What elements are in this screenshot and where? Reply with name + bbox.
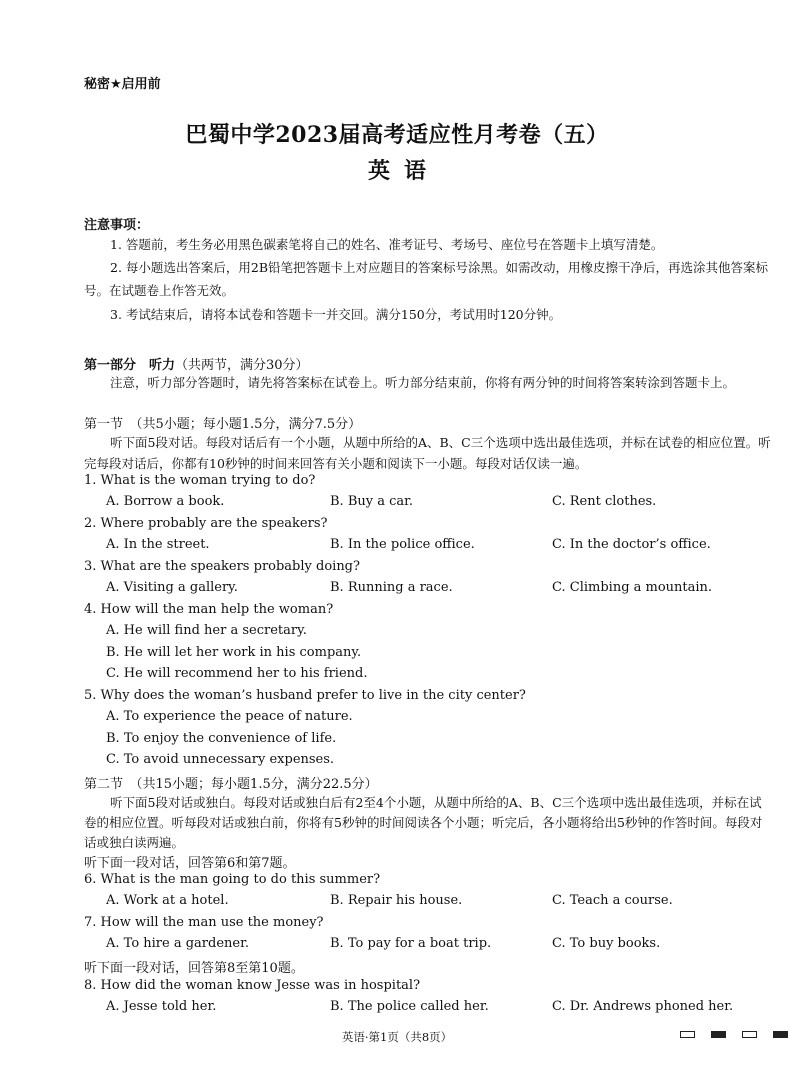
notes-heading: 注意事项： <box>84 218 150 233</box>
q4-option-a: A. He will find her a secretary. <box>106 623 307 638</box>
q8-option-c: C. Dr. Andrews phoned her. <box>552 999 734 1014</box>
subject-title: 英语 <box>367 158 440 184</box>
q5-option-c: C. To avoid unnecessary expenses. <box>106 752 335 767</box>
q1-option-a: A. Borrow a book. <box>106 494 225 509</box>
page-mark-3 <box>742 1031 757 1038</box>
footer-page-marks <box>680 1031 788 1038</box>
page-footer: 英语·第1页（共8页） <box>341 1030 453 1044</box>
question-7: 7. How will the man use the money? <box>84 915 324 930</box>
part1-heading <box>84 354 309 373</box>
note-item-1: 1. 答题前，考生务必用黑色碳素笔将自己的姓名、准考证号、考场号、座位号在答题卡上填写清楚。 <box>110 237 664 252</box>
part1-heading-note: （共两节，满分30分） <box>175 358 309 373</box>
q3-option-b: B. Running a race. <box>330 580 453 595</box>
question-2: 2. Where probably are the speakers? <box>84 516 328 531</box>
q5-option-a: A. To experience the peace of nature. <box>106 709 353 724</box>
question-4: 4. How will the man help the woman? <box>84 602 334 617</box>
question-8: 8. How did the woman know Jesse was in hospital? <box>84 978 421 993</box>
q1-option-c: C. Rent clothes. <box>552 494 657 509</box>
page-mark-1 <box>680 1031 695 1038</box>
q7-option-c: C. To buy books. <box>552 936 661 951</box>
question-3: 3. What are the speakers probably doing? <box>84 559 360 574</box>
q4-option-b: B. He will let her work in his company. <box>106 645 362 660</box>
q3-option-c: C. Climbing a mountain. <box>552 580 713 595</box>
q7-option-a: A. To hire a gardener. <box>106 936 250 951</box>
note-item-2: 2. 每小题选出答案后，用2B铅笔把答题卡上对应题目的答案标号涂黑。如需改动，用橡皮擦干净后，再选涂其他答案标号。在试题卷上作答无效。 <box>84 260 769 298</box>
confidential-label: 秘密★启用前 <box>84 77 161 92</box>
q5-option-b: B. To enjoy the convenience of life. <box>106 731 337 746</box>
question-6: 6. What is the man going to do this summer? <box>84 872 381 887</box>
q6-option-a: A. Work at a hotel. <box>106 893 229 908</box>
q6-option-b: B. Repair his house. <box>330 893 463 908</box>
q2-option-a: A. In the street. <box>106 537 210 552</box>
question-1: 1. What is the woman trying to do? <box>84 473 316 488</box>
part1-intro: 注意，听力部分答题时，请先将答案标在试卷上。听力部分结束前，你将有两分钟的时间将答案转涂到答题卡上。 <box>110 375 736 390</box>
section1-intro: 听下面5段对话。每段对话后有一个小题，从题中所给的A、B、C三个选项中选出最佳选项，并标在试卷的相应位置。听完每段对话后，你都有10秒钟的时间来回答有关小题和阅读下一小题。每段对话仅读一遍。 <box>84 435 771 471</box>
q4-option-c: C. He will recommend her to his friend. <box>106 666 368 681</box>
q7-option-b: B. To pay for a boat trip. <box>330 936 492 951</box>
section2-intro: 听下面5段对话或独白。每段对话或独白后有2至4个小题，从题中所给的A、B、C三个选项中选出最佳选项，并标在试卷的相应位置。听每段对话或独白前，你将有5秒钟的时间阅读各个小题；听完后，各小题将给出5秒钟的作答时间。每段对话或独白读两遍。 <box>84 795 763 850</box>
exam-title: 巴蜀中学2023届高考适应性月考卷（五） <box>185 122 609 148</box>
page-mark-2 <box>711 1031 726 1038</box>
question-5: 5. Why does the woman’s husband prefer to live in the city center? <box>84 688 526 703</box>
note-item-3: 3. 考试结束后，请将本试卷和答题卡一并交回。满分150分，考试用时120分钟。 <box>110 307 562 322</box>
part1-heading-title: 第一部分 听力 <box>84 358 176 373</box>
page-mark-4 <box>773 1031 788 1038</box>
q8-option-b: B. The police called her. <box>330 999 489 1014</box>
q8-option-a: A. Jesse told her. <box>106 999 217 1014</box>
section1-heading: 第一节 （共5小题；每小题1.5分，满分7.5分） <box>84 417 362 432</box>
q6-option-c: C. Teach a course. <box>552 893 673 908</box>
q2-option-c: C. In the doctor’s office. <box>552 537 711 552</box>
section2-heading: 第二节 （共15小题；每小题1.5分，满分22.5分） <box>84 777 378 792</box>
q3-option-a: A. Visiting a gallery. <box>106 580 238 595</box>
q1-option-b: B. Buy a car. <box>330 494 414 509</box>
listen-instruction-8-10: 听下面一段对话，回答第8至第10题。 <box>84 961 304 976</box>
listen-instruction-6-7: 听下面一段对话，回答第6和第7题。 <box>84 856 296 871</box>
q2-option-b: B. In the police office. <box>330 537 475 552</box>
